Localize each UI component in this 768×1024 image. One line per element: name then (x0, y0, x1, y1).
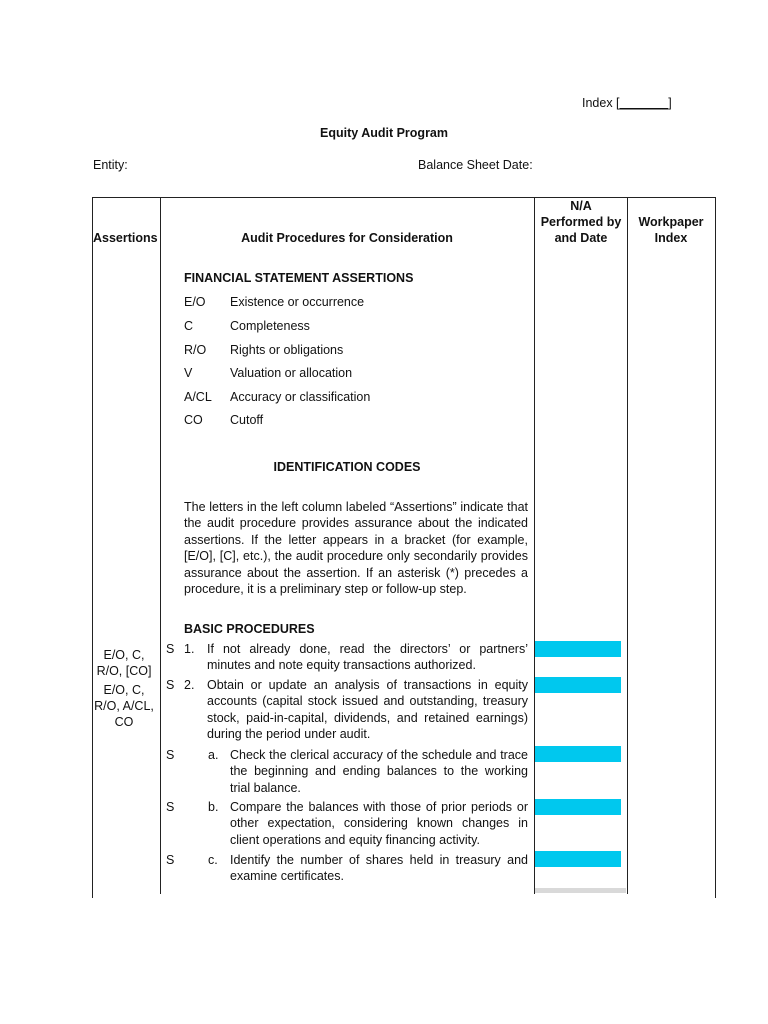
fsa-item (184, 295, 364, 309)
procedures-header: Audit Procedures for Consideration (241, 231, 453, 245)
fsa-code: A/CL (184, 390, 212, 404)
row-shading (535, 888, 626, 893)
fsa-item (184, 343, 343, 357)
substep-letter: c. (208, 853, 218, 867)
performed-by-input[interactable] (535, 851, 621, 867)
step-mark: S (166, 748, 175, 762)
fsa-code: E/O (184, 295, 206, 309)
identification-paragraph: The letters in the left column labeled “Assertions” indicate that the audit procedure provides assurance about the indicated assertions. If the letter appears in a bracket (for example, [E/O], [C], etc.), the audit procedure only secondarily provides assurance about the assertion. If an asterisk (*) precedes a procedure, it is a preliminary step or follow-up step. (184, 500, 528, 597)
fsa-desc: Cutoff (230, 413, 264, 427)
step-number: 1. (184, 642, 195, 656)
fsa-item (184, 366, 352, 380)
fsa-item (184, 319, 310, 333)
identification-heading: IDENTIFICATION CODES (273, 460, 421, 474)
fsa-item (184, 413, 263, 427)
fsa-code: CO (184, 413, 203, 427)
step-number: 2. (184, 678, 195, 692)
fsa-desc: Rights or obligations (230, 343, 344, 357)
workpaper-index-header (628, 214, 714, 246)
performed-header-line: N/A (570, 199, 592, 213)
performed-by-input[interactable] (535, 641, 621, 657)
fsa-item (184, 390, 370, 404)
substep-letter: a. (208, 748, 219, 762)
performed-by-input[interactable] (535, 799, 621, 815)
basic-procedures-heading: BASIC PROCEDURES (184, 622, 315, 636)
assertions-header: Assertions (93, 231, 158, 245)
index-field (582, 96, 672, 110)
fsa-desc: Existence or occurrence (230, 295, 365, 309)
index-close: ] (668, 96, 672, 110)
entity-label: Entity: (93, 158, 128, 172)
performed-by-input[interactable] (535, 677, 621, 693)
substep-text: Compare the balances with those of prior periods or other expectation, considering known changes in client operations and equity financing activity. (230, 800, 528, 847)
workpaper-header-line: Workpaper (638, 215, 704, 229)
substep-text: Identify the number of shares held in treasury and examine certificates. (230, 853, 528, 884)
column-divider (627, 197, 628, 894)
substep-letter: b. (208, 800, 219, 814)
fsa-desc: Accuracy or classification (230, 390, 371, 404)
step-text: Obtain or update an analysis of transactions in equity accounts (capital stock issued and outstanding, treasury stock, paid-in-capital, dividends, and retained earnings) during the period under audit. (207, 678, 528, 742)
column-divider (534, 197, 535, 894)
performed-header-line: Performed by (540, 215, 622, 229)
performed-by-header (535, 198, 627, 246)
fsa-code: R/O (184, 343, 207, 357)
document-title: Equity Audit Program (319, 126, 448, 140)
column-divider (160, 197, 161, 894)
workpaper-header-line: Index (654, 231, 688, 245)
index-label: Index [ (582, 96, 620, 110)
index-blank[interactable]: _______ (619, 96, 669, 110)
fsa-heading: FINANCIAL STATEMENT ASSERTIONS (184, 271, 414, 285)
substep-text: Check the clerical accuracy of the schedule and trace the beginning and ending balances to the working trial balance. (230, 748, 528, 795)
performed-header-line: and Date (554, 231, 608, 245)
step-mark: S (166, 853, 175, 867)
assertion-codes: E/O, C, R/O, [CO] (96, 648, 152, 678)
step-mark: S (166, 642, 175, 656)
fsa-desc: Valuation or allocation (230, 366, 353, 380)
fsa-code: V (184, 366, 193, 380)
step-mark: S (166, 678, 175, 692)
assertion-codes: E/O, C, R/O, A/CL, CO (94, 683, 154, 729)
step-text: If not already done, read the directors’ or partners’ minutes and note equity transactions authorized. (207, 642, 528, 673)
step-mark: S (166, 800, 175, 814)
fsa-code: C (184, 319, 194, 333)
fsa-desc: Completeness (230, 319, 310, 333)
balance-sheet-date-label: Balance Sheet Date: (418, 158, 533, 172)
performed-by-input[interactable] (535, 746, 621, 762)
